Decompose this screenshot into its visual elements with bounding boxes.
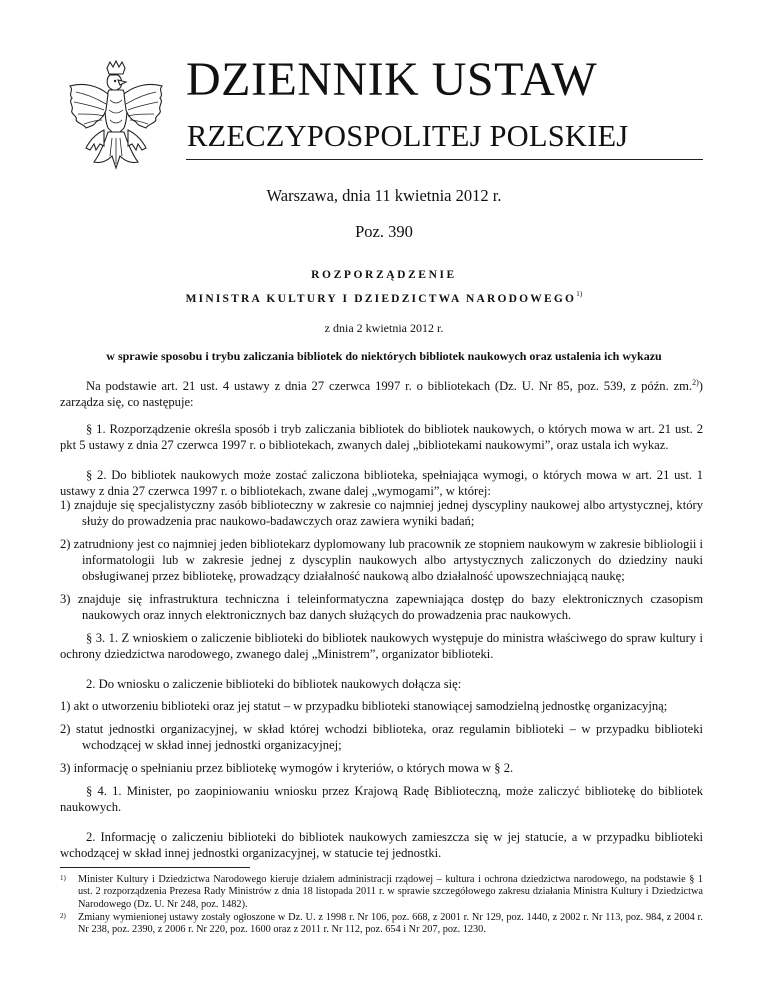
footnote-1: [60, 874, 703, 911]
header-divider: [186, 159, 703, 160]
intro-text: Na podstawie art. 21 ust. 4 ustawy z dnia 27 czerwca 1997 r. o bibliotekach (Dz. U. Nr 85, poz. 539, z późn. zm.: [86, 379, 693, 393]
paragraph-1: § 1. Rozporządzenie określa sposób i tryb zaliczania bibliotek do bibliotek naukowych, o których mowa w art. 21 ust. 2 pkt 5 ustawy z dnia 27 czerwca 1997 r. o bibliotekach, zwanych dalej „bibliotekami naukowymi”, oraz ustala ich wykaz.: [60, 422, 703, 452]
intro-paragraph: [60, 375, 703, 410]
list-item: 3) znajduje się infrastruktura techniczna i teleinformatyczna zapewniająca dostęp do bazy elektronicznych czasopism naukowych oraz innych elektronicznych baz danych służących do prowadzenia prac naukowych.: [60, 592, 703, 622]
paragraph-3-1: § 3. 1. Z wnioskiem o zaliczenie biblioteki do bibliotek naukowych występuje do ministra właściwego do spraw kultury i ochrony dziedzictwa narodowego, zwanego dalej „Ministrem”, organizator biblioteki.: [60, 631, 703, 661]
list-item: 1) akt o utworzeniu biblioteki oraz jej statut – w przypadku biblioteki stanowiącej samodzielną jednostkę organizacyjną;: [60, 699, 668, 713]
polish-eagle-emblem-icon: [60, 60, 172, 176]
journal-subtitle: RZECZYPOSPOLITEJ POLSKIEJ: [187, 119, 629, 153]
act-issuer-name: MINISTRA KULTURY I DZIEDZICTWA NARODOWEGO: [185, 293, 577, 305]
act-subject: w sprawie sposobu i trybu zaliczania bibliotek do niektórych bibliotek naukowych oraz ustalenia ich wykazu: [106, 349, 662, 363]
footnote-1-mark: 1): [60, 874, 66, 882]
list-item: 1) znajduje się specjalistyczny zasób biblioteczny w zakresie co najmniej jednej dyscypliny naukowej albo artystycznej, który służy do prowadzenia prac naukowo-badawczych oraz zawiera wyniki badań;: [60, 498, 703, 528]
list-item: 3) informację o spełnianiu przez bibliotekę wymogów i kryteriów, o których mowa w § 2.: [60, 761, 514, 775]
paragraph-2: § 2. Do bibliotek naukowych może zostać zaliczona biblioteka, spełniająca wymogi, o których mowa w art. 21 ust. 1 ustawy z dnia 27 czerwca 1997 r. o bibliotekach, zwane dalej „wymogami”, w której:: [60, 468, 703, 498]
paragraph-4-2: 2. Informację o zaliczeniu biblioteki do bibliotek naukowych zamieszcza się w jej statucie, a w przypadku biblioteki wchodzącej w skład innej jednostki organizacyjnej, w statucie tej jednostki.: [60, 830, 703, 860]
footnote-2: [60, 912, 703, 937]
footnote-divider: [60, 867, 250, 868]
act-type: ROZPORZĄDZENIE: [311, 269, 457, 281]
intro-text-end: ) zarządza się, co następuje:: [60, 379, 703, 409]
footnote-ref-1: 1): [576, 289, 583, 298]
footnote-ref-2: 2): [692, 378, 699, 387]
position-number: Poz. 390: [355, 222, 413, 241]
footnote-2-mark: 2): [60, 912, 66, 920]
paragraph-4-1: § 4. 1. Minister, po zaopiniowaniu wniosku przez Krajową Radę Biblioteczną, może zaliczyć bibliotekę do bibliotek naukowych.: [60, 784, 703, 814]
publication-date: Warszawa, dnia 11 kwietnia 2012 r.: [266, 186, 502, 205]
paragraph-3-2: 2. Do wniosku o zaliczenie biblioteki do bibliotek naukowych dołącza się:: [86, 677, 462, 691]
act-issue-date: z dnia 2 kwietnia 2012 r.: [324, 321, 444, 335]
footnote-1-text: Minister Kultury i Dziedzictwa Narodowego kieruje działem administracji rządowej – kultura i ochrona dziedzictwa narodowego, na podstawie § 1 ust. 2 rozporządzenia Prezesa Rady Ministrów z dnia 18 listopada 2011 r. w sprawie szczegółowego zakresu działania Ministra Kultury i Dziedzictwa Narodowego (Dz. U. Nr 248, poz. 1482).: [78, 874, 703, 910]
list-item: 2) statut jednostki organizacyjnej, w skład której wchodzi biblioteka, oraz regulamin biblioteki – w przypadku biblioteki wchodzącej w skład innej jednostki organizacyjnej;: [60, 722, 703, 752]
footnote-2-text: Zmiany wymienionej ustawy zostały ogłoszone w Dz. U. z 1998 r. Nr 106, poz. 668, z 2001 r. Nr 129, poz. 1440, z 2002 r. Nr 113, poz. 984, z 2004 r. Nr 238, poz. 2390, z 2006 r. Nr 220, poz. 1600 oraz z 2011 r. Nr 112, poz. 654 i Nr 207, poz. 1230.: [78, 912, 703, 936]
act-issuer: [0, 289, 768, 305]
journal-title: DZIENNIK USTAW: [186, 53, 598, 106]
list-item: 2) zatrudniony jest co najmniej jeden bibliotekarz dyplomowany lub pracownik ze stopniem naukowym w zakresie bibliologii i informatologii lub w zakresie jednej z dyscyplin naukowych albo artystycznych zaliczonych do dziedziny nauki obsługiwanej przez bibliotekę, prowadzący działalność naukową albo działalność upowszechniającą naukę;: [60, 537, 703, 583]
